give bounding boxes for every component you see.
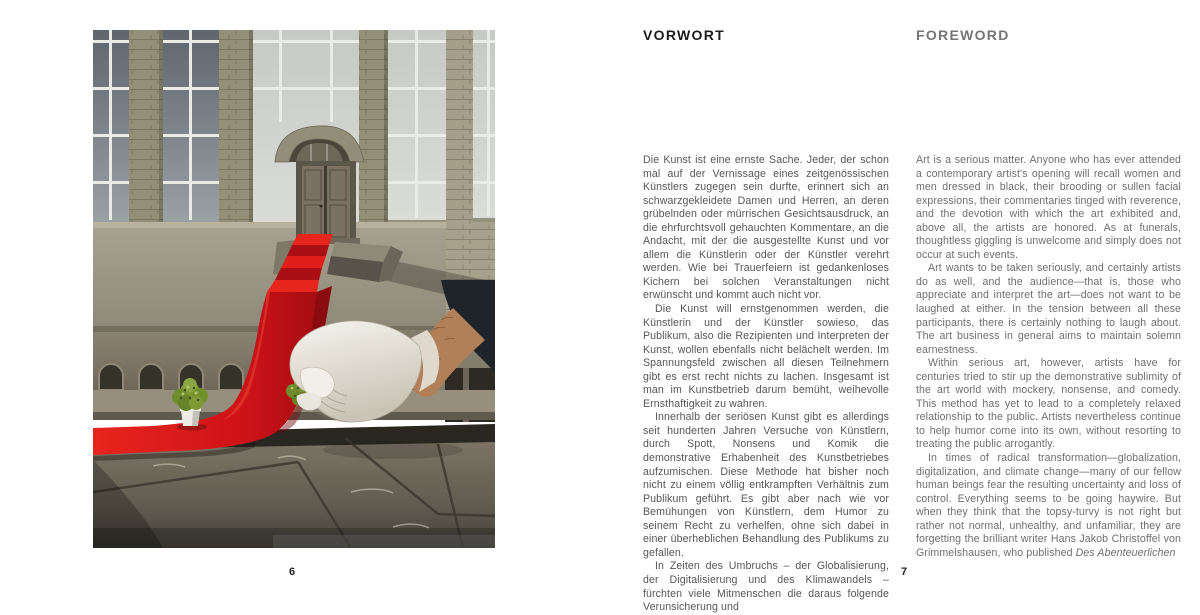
paragraph: Innerhalb der seriösen Kunst gibt es allerdings seit hunderten Jahren Versuche von Künstlern, durch Spott, Nonsens und Komik die demonstrative Erhabenheit des Kunstbetriebes aufzumischen. Diese Methode hat bisher noch nicht zu einem völlig entkrampften Verhältnis zum Publikum geführt. Es gibt aber nach wie vor Bemühungen von Künstlern, dem Humor zu seinem Recht zu verhelfen, ohne sich dabei in einer überheblichen Behandlung des Publikums zu gefallen. — [643, 411, 889, 559]
page-number-left: 6 — [289, 566, 296, 578]
foreword-column — [916, 28, 1181, 560]
vorwort-heading: VORWORT — [643, 27, 725, 43]
paragraph: In Zeiten des Umbruchs – der Globalisierung, der Digitalisierung und des Klimawandels – fürchten viele Mitmenschen die daraus folgende Verunsicherung und — [643, 560, 889, 614]
paragraph: Art is a serious matter. Anyone who has ever attended a contemporary artist's opening will recall women and men dressed in black, their brooding or sullen facial expressions, their commentaries tinged with reverence, and the devotion with which the art exhibited and, above all, the artists are honored. As at funerals, thoughtless giggling is unwelcome and simply does not occur at such events. — [916, 154, 1181, 261]
artwork-photo — [93, 30, 495, 548]
vorwort-text — [643, 154, 889, 615]
paragraph: Within serious art, however, artists have for centuries tried to stir up the demonstrative sublimity of the art world with mockery, nonsense, and comedy. This method has yet to lead to a completely relaxed relationship to the public. Artists nevertheless continue to help humor come into its own, without resorting to treating the public arrogantly. — [916, 357, 1181, 451]
artwork-photo-illustration — [93, 30, 495, 548]
book-title-italic: Des Abenteuerlichen — [1075, 546, 1176, 559]
paragraph: Art wants to be taken seriously, and certainly artists do as well, and the audience—that is, those who appreciate and interpret the art—does not want to be laughed at either. In the tension between all these participants, there is certainly nothing to laugh about. The art business in general aims to maintain solemn earnestness. — [916, 262, 1181, 356]
paragraph: Die Kunst will ernstgenommen werden, die Künstlerin und der Künstler sowieso, das Publikum, also die Rezipienten und Interpreten der Kunst, wollen ebenfalls nicht belächelt werden. Im Spannungsfeld zwischen all diesen Teilnehmern gibt es erst recht nichts zu lachen. Insgesamt ist man im Kunstbetrieb darum bemüht, weihevolle Ernsthaftigkeit zu wahren. — [643, 303, 889, 410]
vorwort-column — [643, 28, 889, 615]
foreword-heading: FOREWORD — [916, 27, 1010, 43]
paragraph-text: In times of radical transformation—globalization, digitalization, and climate change—many of our fellow human beings fear the resulting uncertainty and loss of control. Everything seems to be going haywire. But when they think that the topsy-turvy is not right but rather not normal, unhealthy, and unfamiliar, they are forgetting the brilliant writer Hans Jakob Christoffel von Grimmelshausen, who published — [916, 452, 1181, 559]
foreword-text — [916, 154, 1181, 560]
paragraph: Die Kunst ist eine ernste Sache. Jeder, der schon mal auf der Vernissage eines zeitgenössischen Künstlers zugegen sein durfte, erinnert sich an schwarzgekleidete Damen und Herren, an deren grübelnden oder mürrischen Gesichtsausdruck, an die ehrfurchtsvoll gehauchten Kommentare, an die Andacht, mit der die ausgestellte Kunst und vor allem die Künstlerin oder der Künstler verehrt werden. Wie bei Trauerfeiern ist gedankenloses Kichern bei solchen Veranstaltungen nicht erwünscht und kommt auch nicht vor. — [643, 154, 889, 302]
page-number-right: 7 — [901, 566, 908, 578]
paragraph — [916, 452, 1181, 560]
